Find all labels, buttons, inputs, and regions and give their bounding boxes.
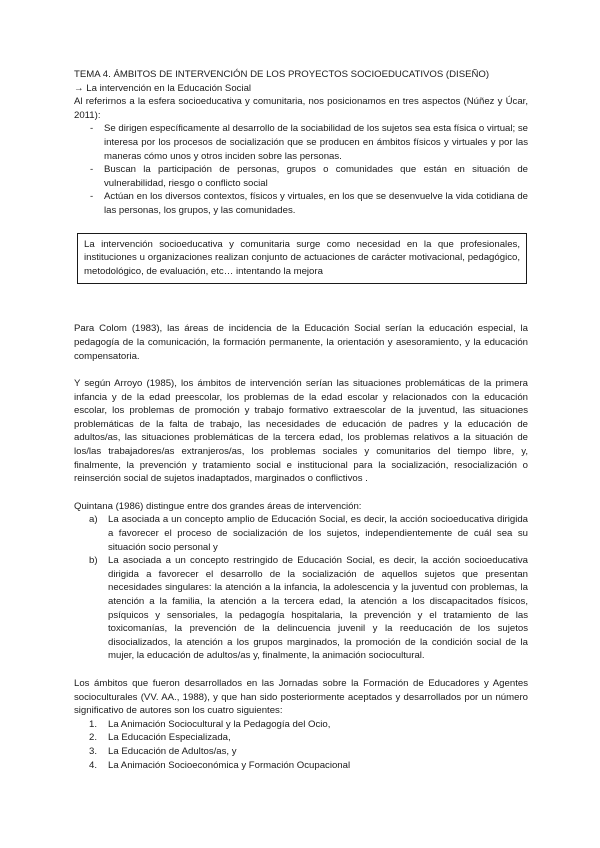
definition-text: La intervención socioeducativa y comunitaria surge como necesidad en la que profesionales, instituciones u organizaciones realizan conjunto de actuaciones de carácter motivacional, pedagógico, metodológico, de evaluación, etc… intentando la mejora <box>84 238 520 277</box>
list-marker: 2. <box>89 732 98 744</box>
list-item: - Se dirigen específicamente al desarrollo de la sociabilidad de los sujetos sea esta física o virtual; se interesa por los procesos de socialización que se producen en ámbitos físicos y virtuales y por las maneras cómo unos y otros inciden sobre las personas. <box>90 123 528 162</box>
colom-paragraph: Para Colom (1983), las áreas de incidencia de la Educación Social serían la educación especial, la pedagogía de la comunicación, la formación permanente, la orientación y asesoramiento, y la educación compensatoria. <box>74 323 528 362</box>
list-item: - Actúan en los diversos contextos, físicos y virtuales, en los que se desenvuelve la vida cotidiana de las personas, los grupos, y las comunidades. <box>90 191 528 216</box>
list-item: b) La asociada a un concepto restringido de Educación Social, es decir, la acción socioeducativa dirigida a favorecer el desarrollo de la socialización de aquellos sujetos que presentan necesidades singulares: la atención a la infancia, la adolescencia y la juventud con problemas, la atención a la familia, la atención a la tercera edad, la atención a los discapacitados físicos, psíquicos y sensoriales, la pedagogía hospitalaria, la prevención y el tratamiento de las toxicomanías, la prevención de la delincuencia juvenil y la reeducación de los sujetos disocializados, la atención a los grupos marginados, la promoción de la condición social de la mujer, la educación de adultos/as y, finalmente, la animación sociocultural. <box>89 555 528 662</box>
list-marker: 3. <box>89 745 98 757</box>
list-marker: 4. <box>89 759 98 771</box>
arroyo-paragraph: Y según Arroyo (1985), los ámbitos de intervención serían las situaciones problemáticas de la primera infancia y de la edad preescolar, los problemas de la edad escolar y relacionados con la educación escolar, los problemas de promoción y trabajo formativo extraescolar de la juventud, las situaciones problemáticas de la falta de trabajo, las necesidades de educación de padres y la educación de adultos/as, las situaciones problemáticas de la tercera edad, los problemas relativos a la situación de los/las trabajadores/as extranjeros/as, los problemas sociales y comunitarios del tiempo libre, y, finalmente, la prevención y tratamiento social e institucional para la socialización, resocialización o reinserción social de sujetos inadaptados, marginados o conflictivos . <box>74 378 528 485</box>
list-marker: b) <box>89 555 98 567</box>
list-marker: 1. <box>89 718 98 730</box>
dash-bullet: - <box>90 123 94 135</box>
section-subtitle: → La intervención en la Educación Social <box>74 82 252 94</box>
dash-bullet: - <box>90 191 94 203</box>
list-item: - Buscan la participación de personas, grupos o comunidades que están en situación de vulnerabilidad, riesgo o conflicto social <box>90 164 528 189</box>
dash-bullet: - <box>90 164 94 176</box>
document-title: TEMA 4. ÁMBITOS DE INTERVENCIÓN DE LOS PROYECTOS SOCIOEDUCATIVOS (DISEÑO) <box>74 69 490 80</box>
document-page <box>74 68 528 772</box>
quintana-intro: Quintana (1986) distingue entre dos grandes áreas de intervención: <box>74 500 362 512</box>
areas-list <box>74 718 528 772</box>
list-item: 2. La Educación Especializada, <box>89 732 231 744</box>
list-item: a) La asociada a un concepto amplio de Educación Social, es decir, la acción socioeducativa dirigida a favorecer el proceso de socialización de los sujetos, independientemente de cuál sea su situación socio personal y <box>89 514 528 553</box>
list-item: 4. La Animación Socioeconómica y Formación Ocupacional <box>89 759 351 771</box>
aspects-list <box>74 122 528 217</box>
quintana-list <box>74 513 528 663</box>
list-marker: a) <box>89 514 98 526</box>
list-item: 3. La Educación de Adultos/as, y <box>89 745 237 757</box>
list-item: 1. La Animación Sociocultural y la Pedagogía del Ocio, <box>89 718 331 730</box>
intro-paragraph: Al referirnos a la esfera socioeducativa y comunitaria, nos posicionamos en tres aspectos (Núñez y Úcar, 2011): <box>74 96 528 121</box>
definition-box <box>77 233 527 285</box>
jornadas-paragraph: Los ámbitos que fueron desarrollados en las Jornadas sobre la Formación de Educadores y Agentes socioculturales (VV. AA., 1988), y que han sido posteriormente aceptados y desarrollados por un número significativo de autores son los cuatro siguientes: <box>74 677 528 717</box>
